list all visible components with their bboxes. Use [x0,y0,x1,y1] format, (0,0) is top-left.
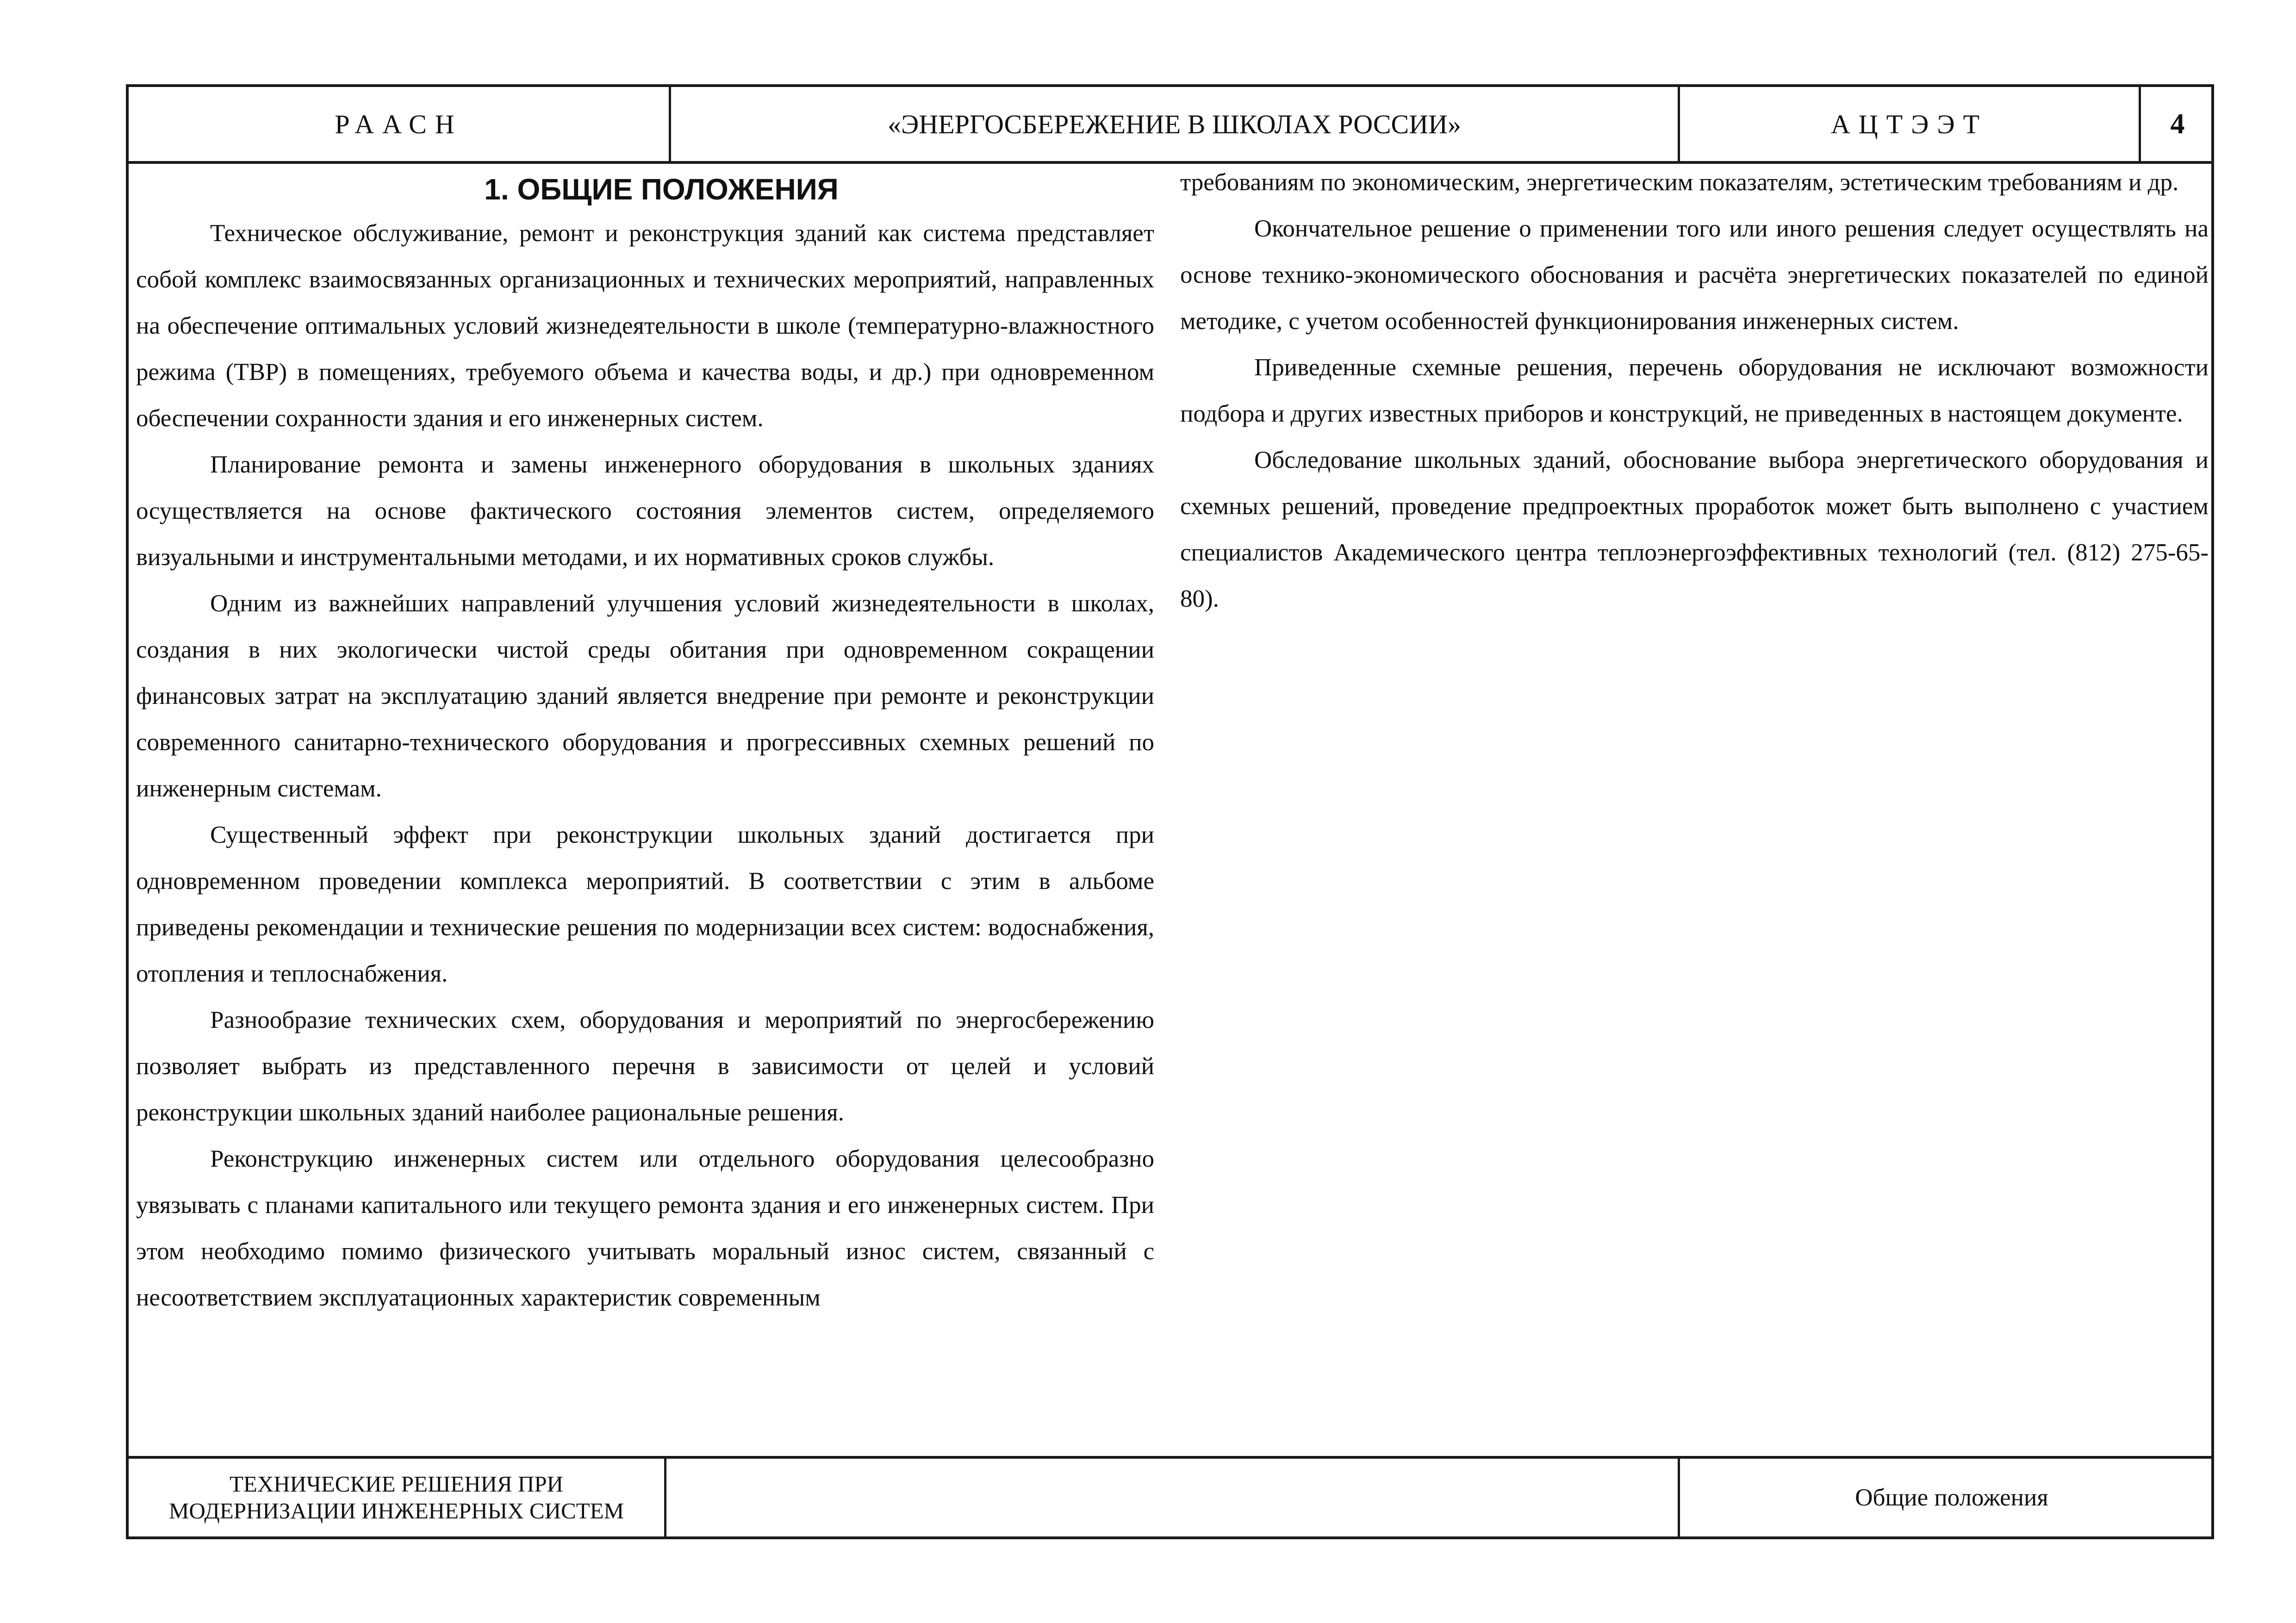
section-title: 1. ОБЩИЕ ПОЛОЖЕНИЯ [484,173,839,206]
footer-album-title [129,1459,666,1536]
footer-album-title-line2: МОДЕРНИЗАЦИИ ИНЖЕНЕРНЫХ СИСТЕМ [168,1498,624,1524]
header-row [129,87,2211,164]
left-column [136,164,1154,1321]
page-content [129,164,2211,1463]
right-paragraph-2: Приведенные схемные решения, перечень оборудования не исключают возможности подбора и других известных приборов и конструкций, не приведенных в настоящем документе. [1180,354,2209,427]
left-paragraph-6: Реконструкцию инженерных систем или отдельного оборудования целесообразно увязывать с планами капитального или текущего ремонта здания и его инженерных систем. При этом необходимо помимо физического учитывать моральный износ систем, связанный с несоответствием эксплуатационных характеристик современным [136,1145,1154,1311]
right-continuation: требованиям по экономическим, энергетическим показателям, эстетическим требованиям и др. [1180,169,2179,196]
title-block-frame [126,84,2214,1539]
left-paragraph-5: Разнообразие технических схем, оборудования и мероприятий по энергосбережению позволяет выбрать из представленного перечня в зависимости от целей и условий реконструкции школьных зданий наиболее рациональные решения. [136,1007,1154,1126]
header-center-code: АЦТЭЭТ [1680,87,2141,161]
left-paragraph-2: Планирование ремонта и замены инженерного оборудования в школьных зданиях осуществляется на основе фактического состояния элементов систем, определяемого визуальными и инструментальными методами, и их нормативных сроков службы. [136,451,1154,571]
right-paragraph-3: Обследование школьных зданий, обоснование выбора энергетического оборудования и схемных решений, проведение предпроектных проработок может быть выполнено с участием специалистов Академического центра теплоэнергоэффективных технологий (тел. (812) 275-65-80). [1180,447,2209,612]
footer-section-name: Общие положения [1855,1484,2048,1511]
footer-album-title-line1: ТЕХНИЧЕСКИЕ РЕШЕНИЯ ПРИ [229,1471,563,1497]
footer-empty-cell [666,1459,1680,1536]
left-paragraph-4: Существенный эффект при реконструкции школьных зданий достигается при одновременном проведении комплекса мероприятий. В соответствии с этим в альбоме приведены рекомендации и технические решения по модернизации всех систем: водоснабжения, отопления и теплоснабжения. [136,821,1154,987]
header-document-title: «ЭНЕРГОСБЕРЕЖЕНИЕ В ШКОЛАХ РОССИИ» [671,87,1680,161]
footer-row [129,1456,2211,1536]
left-paragraph-1: Техническое обслуживание, ремонт и реконструкция зданий как система представляет собой комплекс взаимосвязанных организационных и технических мероприятий, направленных на обеспечение оптимальных условий жизнедеятельности в школе (температурно-влажностного режима (ТВР) в помещениях, требуемого объема и качества воды, и др.) при одновременном обеспечении сохранности здания и его инженерных систем. [136,220,1154,432]
right-column [1180,159,2209,622]
header-organization: РААСН [129,87,671,161]
page-number: 4 [2170,108,2185,140]
left-paragraph-3: Одним из важнейших направлений улучшения условий жизнедеятельности в школах, создания в них экологически чистой среды обитания при одновременном сокращении финансовых затрат на эксплуатацию зданий является внедрение при ремонте и реконструкции современного санитарно-технического оборудования и прогрессивных схемных решений по инженерным системам. [136,590,1154,802]
right-paragraph-1: Окончательное решение о применении того или иного решения следует осуществлять на основе технико-экономического обоснования и расчёта энергетических показателей по единой методике, с учетом особенностей функционирования инженерных систем. [1180,215,2209,335]
